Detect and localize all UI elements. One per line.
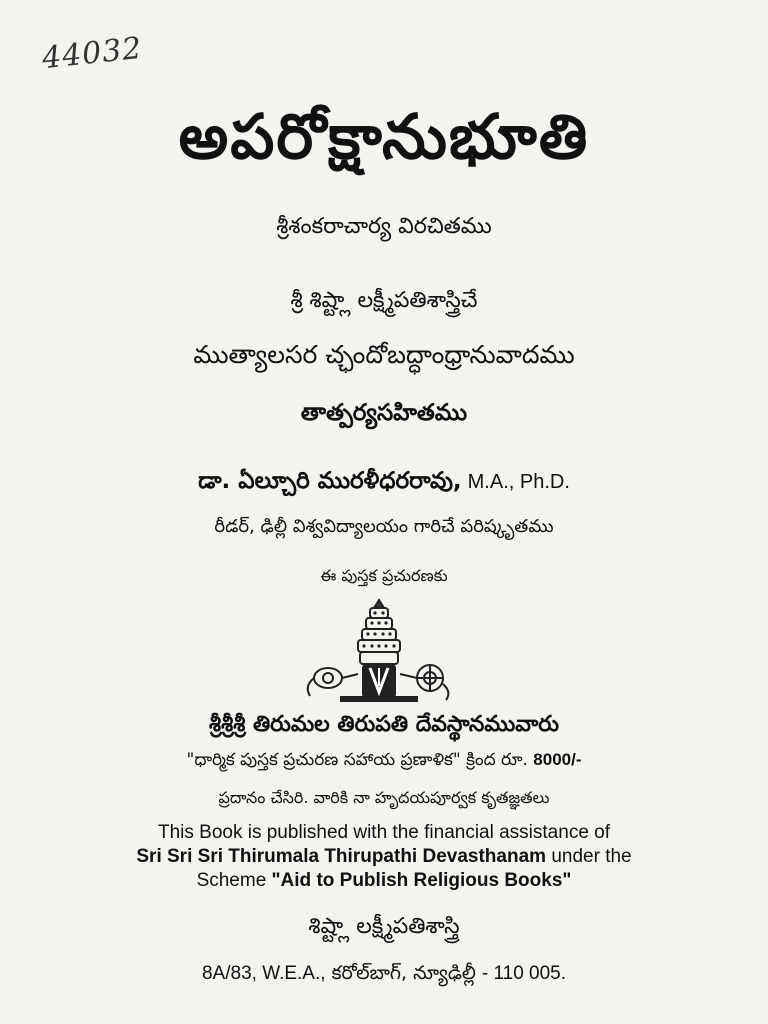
english-line-1: This Book is published with the financial assistance of — [157, 822, 611, 843]
publisher-address — [0, 962, 768, 989]
ttd-line: శ్రీశ్రీశ్రీ తిరుమల తిరుపతి దేవస్థానమువారు — [209, 712, 559, 737]
translation-line: ముత్యాలసర చ్ఛందోబద్ధాంధ్రానువాదము — [193, 340, 575, 369]
ttd-english-name: Sri Sri Sri Thirumala Thirupathi Devasthanam — [136, 846, 547, 867]
publisher-name: శిష్ట్లా లక్ష్మీపతిశాస్త్రి — [308, 914, 460, 939]
address-prefix: 8A/83, W.E.A., — [201, 963, 326, 984]
address-pin: - 110 005. — [481, 963, 567, 984]
scheme-text: "ధార్మిక పుస్తక ప్రచురణ సహాయ ప్రణాళిక" క్రింద రూ. — [186, 750, 528, 770]
thanks-line: ప్రదానం చేసిరి. వారికి నా హృదయపూర్వక కృతజ్ఞతలు — [218, 788, 550, 807]
english-line-2 — [0, 846, 768, 868]
address-middle: కరోల్‌బాగ్, న్యూఢిల్లీ — [325, 962, 482, 984]
editor-line — [0, 468, 768, 500]
publication-note: ఈ పుస్తక ప్రచురణకు — [320, 566, 448, 585]
editor-degrees: M.A., Ph.D. — [467, 471, 570, 493]
book-title: అపరోక్షానుభూతి — [178, 100, 590, 173]
english-line-2-rest: under the — [546, 846, 632, 867]
ttd-emblem-icon — [300, 596, 458, 704]
book-subtitle: శ్రీశంకరాచార్య విరచితము — [276, 214, 492, 239]
translator-line: శ్రీ శిష్ట్లా లక్ష్మీపతిశాస్త్రిచే — [290, 288, 478, 313]
english-line-3 — [0, 870, 768, 892]
handwritten-accession-number: 44032 — [40, 30, 144, 77]
commentary-line: తాత్పర్యసహితము — [300, 400, 468, 426]
editor-role-line: రీడర్, ఢిల్లీ విశ్వవిద్యాలయం గారిచే పరిష్కృతము — [214, 516, 554, 537]
scheme-line — [0, 750, 768, 774]
scheme-english-name: "Aid to Publish Religious Books" — [271, 870, 572, 891]
editor-name: డా. ఏల్చూరి మురళీధరరావు, — [198, 468, 462, 494]
english-line-3-start: Scheme — [196, 870, 272, 891]
scheme-amount: 8000/- — [533, 750, 582, 769]
